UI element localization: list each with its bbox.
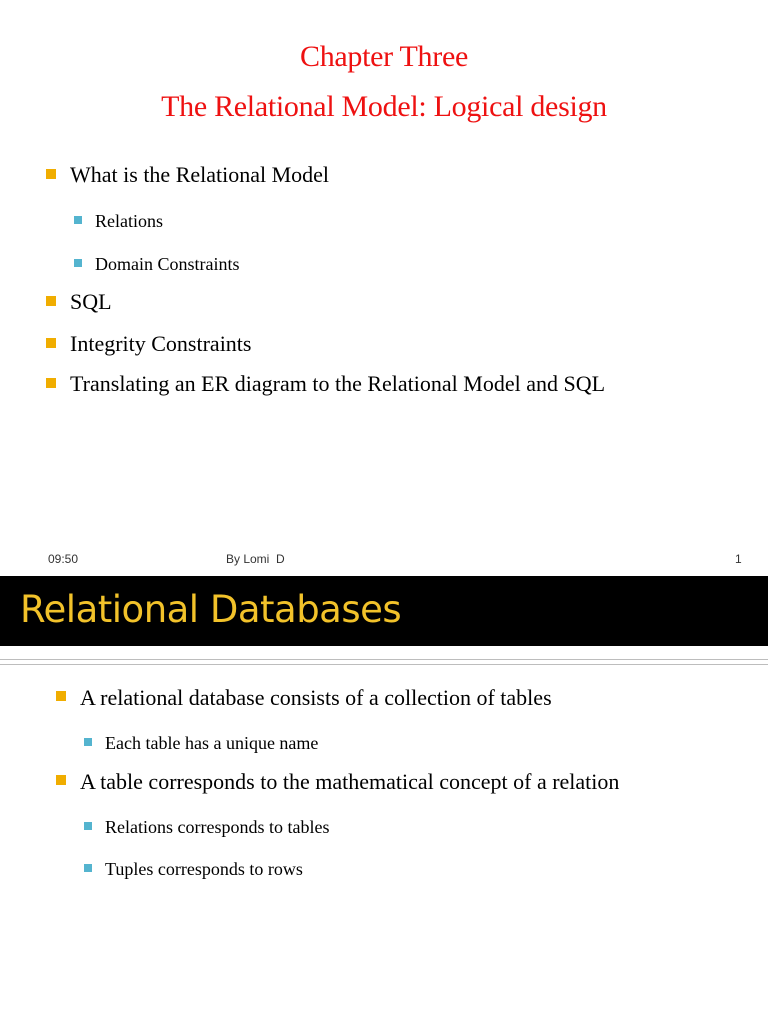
square-bullet-icon — [84, 864, 92, 872]
bullet-item — [46, 289, 112, 315]
bullet-text: Translating an ER diagram to the Relational Model and SQL — [70, 371, 606, 396]
bullet-text: SQL — [70, 289, 112, 314]
bullet-item — [46, 331, 251, 357]
footer-time: 09:50 — [48, 552, 79, 566]
square-bullet-icon — [56, 691, 66, 701]
bullet-item — [56, 769, 619, 795]
bullet-item — [56, 685, 552, 711]
bullet-text: Integrity Constraints — [70, 331, 252, 356]
sub-bullet-text: Domain Constraints — [95, 254, 240, 274]
slide-title-line-1: Chapter Three — [300, 40, 468, 73]
square-bullet-icon — [84, 822, 92, 830]
bullet-item — [46, 371, 605, 397]
footer-author: By Lomi D — [226, 552, 285, 566]
slide-title: Relational Databases — [20, 588, 402, 631]
square-bullet-icon — [84, 738, 92, 746]
square-bullet-icon — [74, 216, 82, 224]
sub-bullet-text: Tuples corresponds to rows — [105, 859, 303, 879]
bullet-text: A relational database consists of a collection of tables — [80, 685, 552, 710]
title-banner — [0, 576, 768, 646]
sub-bullet-item — [84, 858, 303, 880]
sub-bullet-item — [84, 732, 318, 754]
sub-bullet-item — [74, 210, 163, 232]
square-bullet-icon — [46, 378, 56, 388]
divider — [0, 659, 768, 660]
sub-bullet-item — [74, 253, 240, 275]
footer-page-number: 1 — [735, 552, 742, 566]
square-bullet-icon — [46, 169, 56, 179]
sub-bullet-item — [84, 816, 329, 838]
sub-bullet-text: Each table has a unique name — [105, 733, 319, 753]
bullet-text: A table corresponds to the mathematical concept of a relation — [80, 769, 620, 794]
square-bullet-icon — [46, 296, 56, 306]
square-bullet-icon — [74, 259, 82, 267]
square-bullet-icon — [56, 775, 66, 785]
sub-bullet-text: Relations corresponds to tables — [105, 817, 330, 837]
bullet-item — [46, 162, 329, 188]
divider — [0, 664, 768, 665]
sub-bullet-text: Relations — [95, 211, 163, 231]
slide-title-line-2: The Relational Model: Logical design — [161, 90, 607, 123]
bullet-text: What is the Relational Model — [70, 162, 330, 187]
slide-2 — [0, 576, 768, 1024]
square-bullet-icon — [46, 338, 56, 348]
